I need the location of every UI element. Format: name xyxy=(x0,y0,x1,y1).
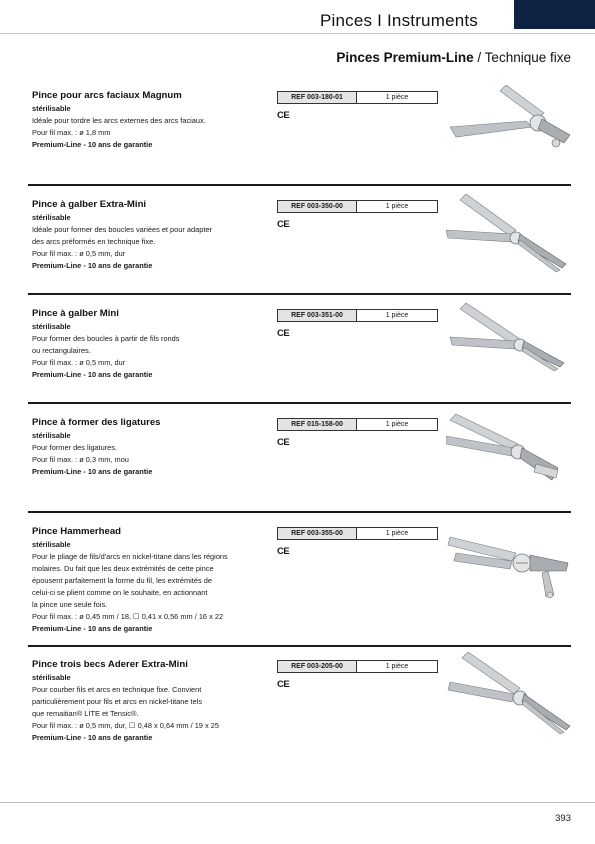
pliers-extra-mini-image xyxy=(446,192,576,278)
description-line: la pince une seule fois. xyxy=(32,600,108,609)
reference-box xyxy=(277,527,438,540)
header-divider xyxy=(0,33,595,34)
description-line: molaires. Du fait que les deux extrémités de cette pince xyxy=(32,564,214,573)
reference-box xyxy=(277,418,438,431)
description-line: Pour le pliage de fils/d'arcs en nickel-titane dans les régions xyxy=(32,552,228,561)
subtitle-bold: Pinces Premium-Line xyxy=(336,50,474,65)
pliers-ligature-image xyxy=(446,410,576,496)
ce-mark: CE xyxy=(277,328,290,339)
sterile-label: stérilisable xyxy=(32,213,71,222)
description-line: Pour fil max. : ø 0,3 mm, mou xyxy=(32,455,129,464)
description-line: Pour fil max. : ø 1,8 mm xyxy=(32,128,111,137)
reference-box xyxy=(277,660,438,673)
description-line: Pour courber fils et arcs en technique fixe. Convient xyxy=(32,685,202,694)
section-subtitle xyxy=(336,50,571,65)
section-divider xyxy=(28,645,571,647)
warranty-label: Premium-Line - 10 ans de garantie xyxy=(32,261,153,270)
description-line: celui-ci se plient comme on le souhaite, en actionnant xyxy=(32,588,208,597)
warranty-label: Premium-Line - 10 ans de garantie xyxy=(32,624,153,633)
product-name: Pince trois becs Aderer Extra-Mini xyxy=(32,659,188,670)
product-name: Pince pour arcs faciaux Magnum xyxy=(32,90,182,101)
reference-quantity: 1 pièce xyxy=(357,92,437,103)
product-description xyxy=(32,212,272,272)
sterile-label: stérilisable xyxy=(32,104,71,113)
reference-code: REF 003-205-00 xyxy=(278,661,357,672)
reference-quantity: 1 pièce xyxy=(357,661,437,672)
warranty-label: Premium-Line - 10 ans de garantie xyxy=(32,370,153,379)
reference-box xyxy=(277,309,438,322)
sterile-label: stérilisable xyxy=(32,540,71,549)
reference-code: REF 003-180-01 xyxy=(278,92,357,103)
product-name: Pince à galber Mini xyxy=(32,308,119,319)
product-description xyxy=(32,430,272,478)
warranty-label: Premium-Line - 10 ans de garantie xyxy=(32,467,153,476)
subtitle-rest: / Technique fixe xyxy=(473,50,571,65)
ce-mark: CE xyxy=(277,219,290,230)
ce-mark: CE xyxy=(277,679,290,690)
pliers-magnum-image xyxy=(446,83,576,169)
description-line: des arcs préformés en technique fixe. xyxy=(32,237,156,246)
product-description xyxy=(32,103,272,151)
product-name: Pince à former des ligatures xyxy=(32,417,161,428)
product-name: Pince à galber Extra-Mini xyxy=(32,199,147,210)
description-line: Pour fil max. : ø 0,5 mm, dur xyxy=(32,249,126,258)
reference-box xyxy=(277,91,438,104)
page-number: 393 xyxy=(555,813,571,824)
pliers-aderer-image xyxy=(446,652,576,738)
warranty-label: Premium-Line - 10 ans de garantie xyxy=(32,733,153,742)
ce-mark: CE xyxy=(277,110,290,121)
reference-code: REF 015-158-00 xyxy=(278,419,357,430)
product-description xyxy=(32,321,272,381)
sterile-label: stérilisable xyxy=(32,431,71,440)
description-line: Pour fil max. : ø 0,5 mm, dur, ☐ 0,48 x 0,64 mm / 19 x 25 xyxy=(32,721,219,730)
warranty-label: Premium-Line - 10 ans de garantie xyxy=(32,140,153,149)
header-color-block xyxy=(514,0,595,29)
description-line: Pour former des ligatures. xyxy=(32,443,118,452)
description-line: Idéale pour former des boucles variées et pour adapter xyxy=(32,225,212,234)
reference-quantity: 1 pièce xyxy=(357,201,437,212)
reference-code: REF 003-350-00 xyxy=(278,201,357,212)
section-divider xyxy=(28,293,571,295)
reference-quantity: 1 pièce xyxy=(357,528,437,539)
reference-quantity: 1 pièce xyxy=(357,310,437,321)
sterile-label: stérilisable xyxy=(32,673,71,682)
footer-divider xyxy=(0,802,595,803)
section-divider xyxy=(28,511,571,513)
description-line: Pour former des boucles à partir de fils ronds xyxy=(32,334,180,343)
reference-box xyxy=(277,200,438,213)
reference-code: REF 003-351-00 xyxy=(278,310,357,321)
reference-quantity: 1 pièce xyxy=(357,419,437,430)
sterile-label: stérilisable xyxy=(32,322,71,331)
ce-mark: CE xyxy=(277,437,290,448)
product-name: Pince Hammerhead xyxy=(32,526,122,537)
description-line: que remaitian® LITE et Tensic®. xyxy=(32,709,139,718)
pliers-mini-image xyxy=(446,301,576,387)
description-line: ou rectangulaires. xyxy=(32,346,91,355)
description-line: particulièrement pour fils et arcs en nickel-titane tels xyxy=(32,697,203,706)
section-divider xyxy=(28,402,571,404)
description-line: Pour fil max. : ø 0,5 mm, dur xyxy=(32,358,126,367)
product-description xyxy=(32,672,272,744)
page-header-title: Pinces I Instruments xyxy=(320,11,479,30)
reference-code: REF 003-355-00 xyxy=(278,528,357,539)
product-description xyxy=(32,539,272,635)
pliers-hammerhead-image xyxy=(446,519,576,605)
section-divider xyxy=(28,184,571,186)
description-line: Pour fil max. : ø 0,45 mm / 18, ☐ 0,41 x 0,56 mm / 16 x 22 xyxy=(32,612,224,621)
description-line: Idéale pour tordre les arcs externes des arcs faciaux. xyxy=(32,116,206,125)
description-line: épousent parfaitement la forme du fil, les extrémités de xyxy=(32,576,212,585)
ce-mark: CE xyxy=(277,546,290,557)
